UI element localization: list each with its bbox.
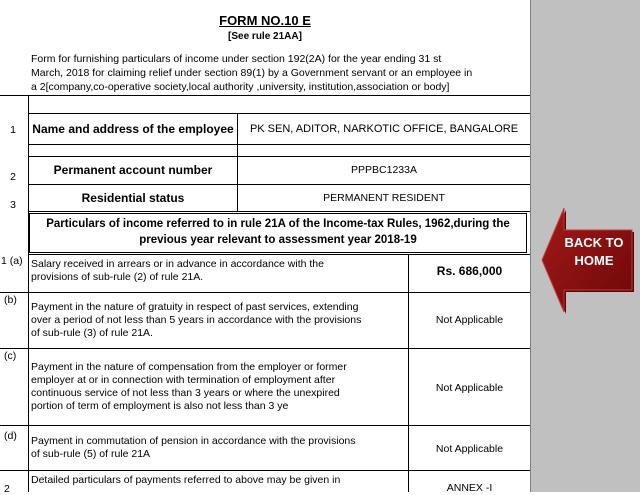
item-line: of sub-rule (3) of rule 21A. [31, 327, 153, 339]
grid-line [28, 156, 530, 157]
residential-status-label: Residential status [81, 191, 185, 205]
item-line: portion of term of employment is also not less than 3 ye [31, 400, 289, 412]
pan-label: Permanent account number [53, 163, 213, 177]
employee-name-value: PK SEN, ADITOR, NARKOTIC OFFICE, BANGALORE [249, 123, 519, 135]
row-number: 1 [10, 124, 16, 136]
residential-status-value: PERMANENT RESIDENT [323, 192, 445, 204]
arrears-salary-value: Rs. 686,000 [436, 264, 503, 278]
grid-line [0, 425, 530, 426]
item-description [31, 301, 406, 340]
item-description [31, 258, 406, 284]
item-line: Payment in the nature of gratuity in respect of past services, extending [31, 301, 359, 313]
form-title: FORM NO.10 E [219, 13, 311, 28]
commutation-value: Not Applicable [435, 443, 504, 455]
item-line: of sub-rule (5) of rule 21A [31, 448, 151, 460]
grid-line [28, 113, 530, 114]
grid-line [28, 254, 530, 255]
item-line: continuous service of not less than 3 years or where the unexpired [31, 387, 340, 399]
grid-line [0, 292, 530, 293]
row-number: 3 [10, 199, 16, 211]
particulars-heading [29, 216, 527, 248]
item-number: 1 (a) [1, 255, 23, 267]
particulars-line: Particulars of income referred to in rule 21A of the Income-tax Rules, 1962,during the [46, 218, 510, 230]
grid-line [28, 211, 530, 212]
grid-line [408, 254, 409, 492]
back-label-line: BACK TO [564, 235, 624, 250]
intro-line: a 2[company,co-operative society,local authority ,university, institution,association or body] [31, 81, 450, 93]
grid-line [0, 348, 530, 349]
gratuity-value: Not Applicable [435, 314, 504, 326]
grid-line [0, 95, 530, 96]
item-number: (d) [4, 430, 17, 442]
form-intro [31, 52, 527, 94]
item-description [31, 361, 406, 413]
item-description [31, 435, 406, 461]
compensation-value: Not Applicable [435, 382, 504, 394]
annex-value: ANNEX -I [446, 482, 493, 494]
grid-line [28, 95, 29, 492]
intro-line: March, 2018 for claiming relief under section 89(1) by a Government servant or an employee in [31, 67, 473, 79]
back-label-line: HOME [574, 253, 614, 268]
back-button-label [554, 234, 634, 270]
item-line: provisions of sub-rule (2) of rule 21A. [31, 271, 204, 283]
particulars-line: previous year relevant to assessment year 2018-19 [139, 234, 417, 246]
intro-line: Form for furnishing particulars of income under section 192(2A) for the year ending 31 st [31, 53, 442, 65]
item-number: (c) [4, 350, 17, 362]
item-line: over a period of not less than 5 years in accordance with the provisions [31, 314, 362, 326]
item-line: Detailed particulars of payments referred to above may be given in [31, 474, 341, 486]
item-number: 2 [4, 483, 10, 495]
row-number: 2 [10, 171, 16, 183]
item-line: Salary received in arrears or in advance in accordance with the [31, 258, 324, 270]
item-line: employer at or in connection with termination of employment after [31, 374, 336, 386]
rule-reference: [See rule 21AA] [228, 31, 302, 42]
back-to-home-button[interactable] [540, 204, 636, 316]
item-line: Payment in commutation of pension in accordance with the provisions [31, 435, 356, 447]
pan-value: PPPBC1233A [351, 164, 417, 176]
item-description [31, 474, 406, 487]
item-line: Payment in the nature of compensation from the employer or former [31, 361, 347, 373]
grid-line [28, 184, 530, 185]
grid-line [28, 144, 530, 145]
grid-line [0, 470, 530, 471]
employee-name-label: Name and address of the employee [32, 122, 234, 136]
item-number: (b) [4, 294, 17, 306]
